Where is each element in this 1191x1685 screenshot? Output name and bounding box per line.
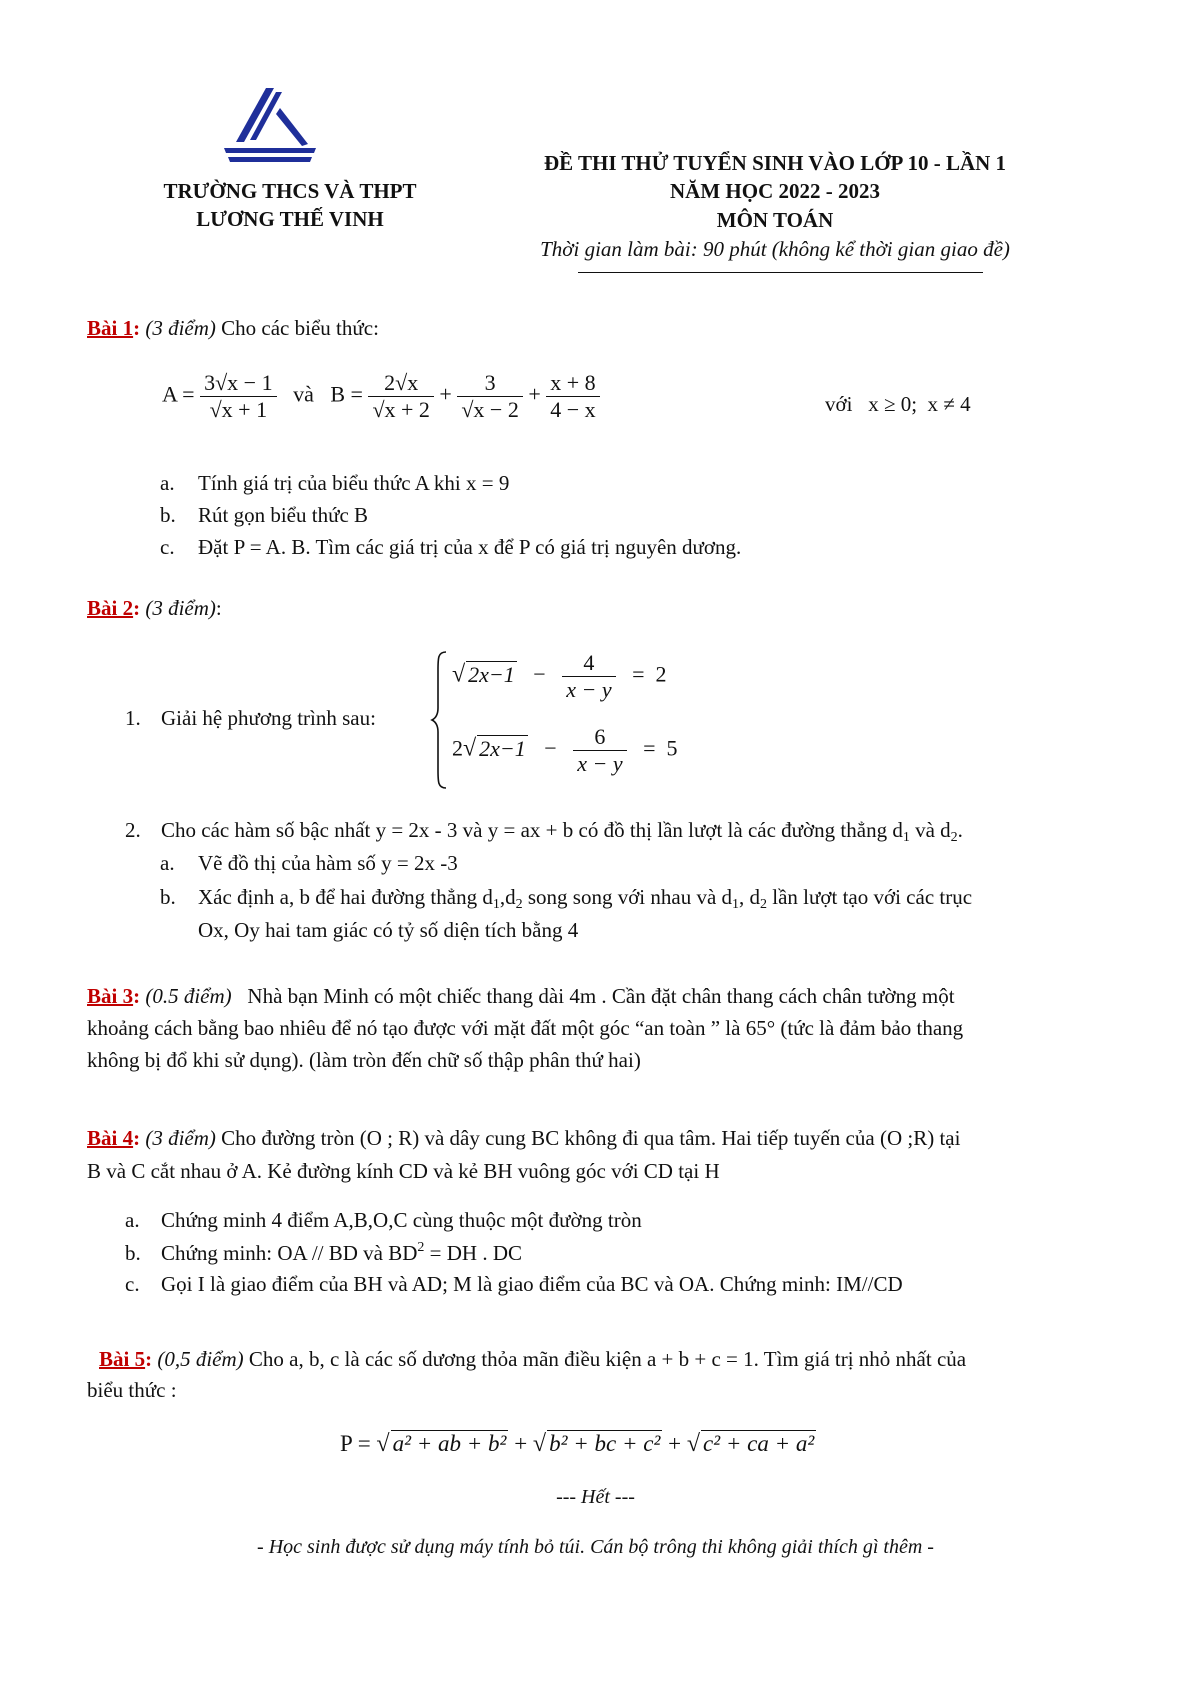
footer-note: - Học sinh được sử dụng máy tính bỏ túi. Cán bộ trông thi không giải thích gì thêm - <box>257 1536 934 1558</box>
time-note: Thời gian làm bài: 90 phút (không kể thời gian giao đề) <box>540 237 1010 261</box>
end-mark: --- Hết --- <box>556 1486 635 1508</box>
subject: MÔN TOÁN <box>716 208 834 232</box>
bai4-label: Bài 4 <box>87 1126 134 1150</box>
school-name-line2: LƯƠNG THẾ VINH <box>196 207 384 231</box>
bai1-heading: Bài 1: (3 điểm) Cho các biểu thức: <box>87 316 379 340</box>
bai3-line1: Bài 3: (0.5 điểm) Nhà bạn Minh có một chiếc thang dài 4m . Cần đặt chân thang cách chân tường một <box>87 984 955 1008</box>
bai1-expressions: A = $\frac{3√x - 1}{√x + 1}$ và B = $\frac{2√x}{√x + 2}$ + $\frac{3}{√x - 2}$ + $\frac{x + 8}{4 - x}$ <box>162 370 600 423</box>
bai5-line1: Bài 5: (0,5 điểm) Cho a, b, c là các số dương thỏa mãn điều kiện a + b + c = 1. Tìm giá trị nhỏ nhất của <box>99 1347 967 1371</box>
b-term2: $\frac{3}{√x - 2}$ <box>457 370 522 423</box>
equation-2: 2√ 2x−1 − $\frac{6}{x - y}$ = 5 <box>452 724 678 776</box>
bai5-label: Bài 5 <box>99 1347 146 1371</box>
bai1-points: (3 điểm) <box>145 316 216 340</box>
bai5-formula: P = √ a² + ab + b² + √ b² + bc + c² + √ c² + ca + a² <box>340 1431 815 1457</box>
a-fraction: $\frac{3√x - 1}{√x + 1}$ <box>200 370 276 423</box>
bai2-item-b: b. Xác định a, b để hai đường thẳng $d_1,d_2$ song song với nhau và $d_1$, $d_2$ lần lượt tạo với các trục <box>160 885 973 912</box>
bai4-item-a: a. Chứng minh 4 điểm A,B,O,C cùng thuộc một đường tròn <box>125 1208 642 1232</box>
bai3-points: (0.5 điểm) <box>145 984 232 1008</box>
va-text: và <box>293 381 314 407</box>
school-year: NĂM HỌC 2022 - 2023 <box>670 179 880 203</box>
bai2-points: (3 điểm) <box>145 596 216 620</box>
bai1-item-a: a. Tính giá trị của biểu thức A khi x = 9 <box>160 471 510 495</box>
bai1-item-b: b. Rút gọn biểu thức B <box>160 503 369 527</box>
b-lhs: B = <box>330 381 363 407</box>
bai1-condition: với x ≥ 0; x ≠ 4 <box>825 392 971 416</box>
bai2-q2: 2. Cho các hàm số bậc nhất y = 2x - 3 và y = ax + b có đồ thị lần lượt là các đường thẳng $d_1$ và $d_2$. <box>125 818 963 845</box>
exam-title: ĐỀ THI THỬ TUYỂN SINH VÀO LỚP 10 - LẦN 1 <box>543 151 1007 175</box>
b-term3: $\frac{x + 8}{4 - x}$ <box>546 370 599 423</box>
bai2-label: Bài 2 <box>87 596 134 620</box>
bai1-label: Bài 1 <box>87 316 134 340</box>
bai4-line2: B và C cắt nhau ở A. Kẻ đường kính CD và kẻ BH vuông góc với CD tại H <box>87 1159 720 1183</box>
bai1-item-c: c. Đặt P = A. B. Tìm các giá trị của x để P có giá trị nguyên dương. <box>160 535 742 559</box>
bai2-item-a: a. Vẽ đồ thị của hàm số y = 2x -3 <box>160 851 458 875</box>
equation-1: √ 2x−1 − $\frac{4}{x - y}$ = 2 <box>452 650 667 702</box>
bai3-line2: khoảng cách bằng bao nhiêu để nó tạo được với mặt đất một góc “an toàn ” là 65° (tức là đảm bảo thang <box>87 1016 964 1040</box>
bai1-intro: Cho các biểu thức: <box>221 316 379 340</box>
bai5-line2: biểu thức : <box>87 1378 177 1402</box>
header-underline <box>578 272 983 273</box>
bai2-q1: 1. Giải hệ phương trình sau: <box>125 706 376 730</box>
bai5-points: (0,5 điểm) <box>157 1347 244 1371</box>
school-name-line1: TRƯỜNG THCS VÀ THPT <box>163 179 417 203</box>
a-lhs: A = <box>162 381 195 407</box>
bai4-line1: Bài 4: (3 điểm) Cho đường tròn (O ; R) và dây cung BC không đi qua tâm. Hai tiếp tuyến của (O ;R) tại <box>87 1126 961 1150</box>
b-term1: $\frac{2√x}{√x + 2}$ <box>368 370 433 423</box>
bai3-line3: không bị đổ khi sử dụng). (làm tròn đến chữ số thập phân thứ hai) <box>87 1048 641 1072</box>
bai2-heading: Bài 2: (3 điểm): <box>87 596 222 620</box>
system-brace <box>430 650 450 796</box>
bai4-item-b: b. Chứng minh: OA // BD và $BD^2$ = DH . DC <box>125 1240 523 1265</box>
bai4-points: (3 điểm) <box>145 1126 216 1150</box>
school-logo <box>222 86 318 166</box>
bai4-item-c: c. Gọi I là giao điểm của BH và AD; M là giao điểm của BC và OA. Chứng minh: IM//CD <box>125 1272 903 1296</box>
bai3-label: Bài 3 <box>87 984 134 1008</box>
bai2-item-b-line2: Ox, Oy hai tam giác có tỷ số diện tích bằng 4 <box>198 918 579 942</box>
